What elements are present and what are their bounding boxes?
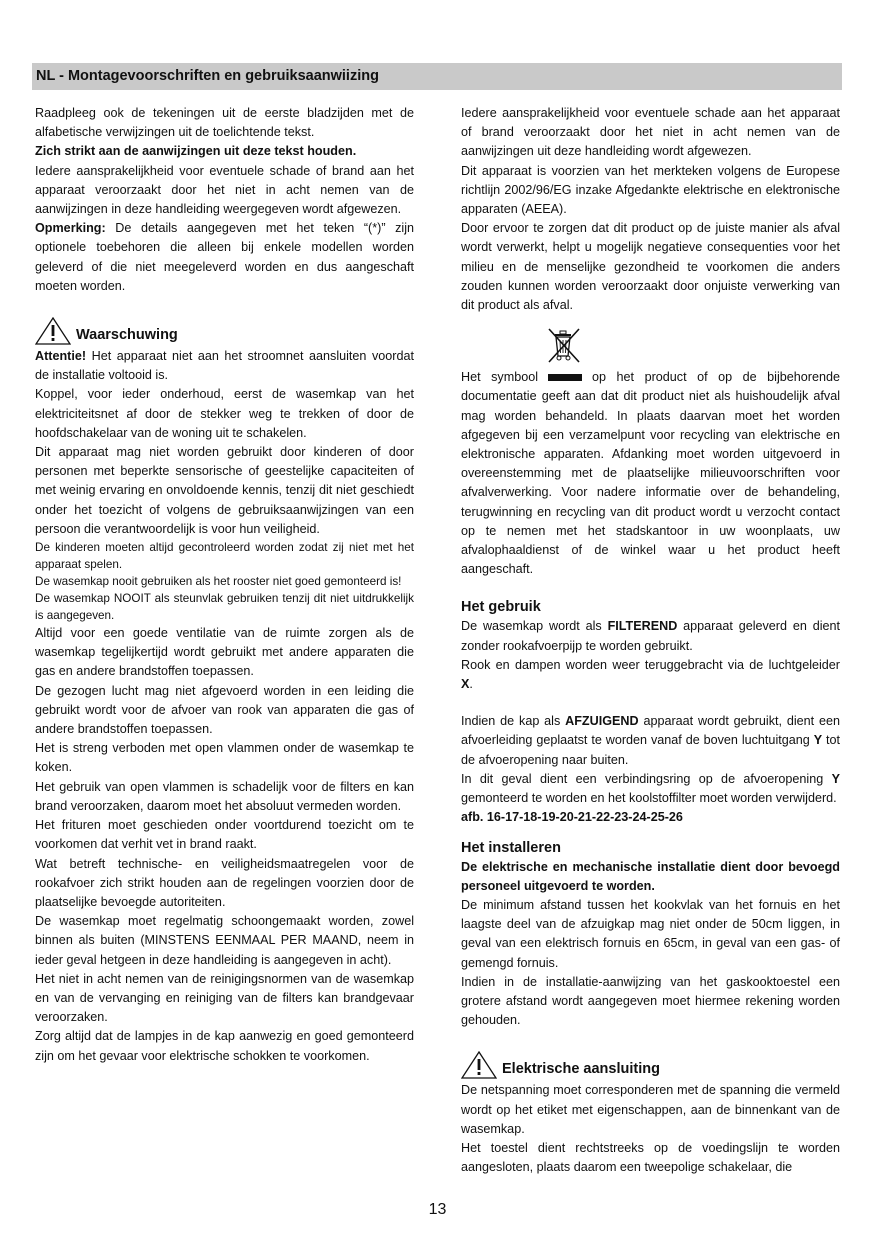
warning-heading-row: [35, 315, 414, 345]
warning-heading: Waarschuwing: [76, 327, 178, 344]
electrical-heading: Elektrische aansluiting: [502, 1061, 660, 1078]
symbol-paragraph: [461, 368, 840, 579]
electrical-heading-row: [461, 1049, 840, 1079]
regulations-paragraph: Wat betreft technische- en veiligheidsmaatregelen voor de rookafvoer zich strikt houden aan de regelingen voorzien door de plaatselijke bevoegde autoriteiten.: [35, 856, 414, 909]
frying-paragraph: Het frituren moet geschieden onder voortdurend toezicht om te voorkomen dat verhit vet in brand raakt.: [35, 818, 414, 852]
symbol-lead: Het symbool: [461, 370, 539, 385]
right-column: [461, 104, 840, 1177]
symbol-text: op het product of op de bijbehorende documentatie geeft aan dat dit product niet als huishoudelijk afval mag worden behandeld. In plaats daarvan moet het worden afgegeven bij een verzamelpunt voor recycling van elektrische en elektronische apparaten. Afdanking moet worden uitgevoerd in overeenstemming met de plaatselijke milieuvoorschriften voor afvalverwerking. Voor nadere informatie over de behandeling, terugwinning en recycling van dit product wordt u verzocht contact op te nemen met het stadskantoor in uw woonplaats, uw afvalophaaldienst of de winkel waar u het product heeft aangeschaft.: [461, 370, 840, 577]
electrical-paragraph-2: Het toestel dient rechtstreeks op de voedingslijn te worden aangesloten, plaats daarom een tweepolige schakelaar, die: [461, 1140, 840, 1175]
crossed-out-wheelie-bin-icon: [543, 324, 585, 366]
use-heading: Het gebruik: [461, 599, 541, 616]
use-p2-x: X: [461, 677, 470, 692]
use-p1-filterend: FILTEREND: [607, 619, 678, 634]
warning-triangle-icon: [35, 317, 71, 345]
air-paragraph: De gezogen lucht mag niet afgevoerd worden in een leiding die gebruikt wordt voor de afvoer van rook van apparaten die gas of andere brandstoffen toepassen.: [35, 683, 414, 737]
note-paragraph: [35, 219, 414, 296]
support-paragraph: De wasemkap NOOIT als steunvlak gebruiken tenzij dit niet uitdrukkelijk is aangegeven.: [35, 592, 414, 623]
use-p2-period: .: [469, 677, 473, 692]
ventilation-paragraph: Altijd voor een goede ventilatie van de ruimte zorgen als de wasemkap tegelijkertijd wordt gebruikt met andere apparaten die gas en andere brandstoffen toepassen.: [35, 626, 414, 679]
figure-reference: [461, 808, 840, 827]
use-p3-text-c: apparaat wordt gebruikt, dient een afvoerleiding geplaatst te worden vanaf de boven luchtuitgang: [461, 714, 841, 748]
install-bold-paragraph: [461, 858, 840, 896]
children-paragraph: Dit apparaat mag niet worden gebruikt door kinderen of door personen met beperkte sensorische of geestelijke capaciteiten of met weinig ervaring en onvoldoende kennis, tenzij dit niet geschiedt onder het toezicht of volgens de gebruiksaanwijzingen van een persoon die verantwoordelijk is voor hun veiligheid.: [35, 445, 414, 536]
filters-paragraph: Het gebruik van open vlammen is schadelijk voor de filters en kan brand veroorzaken, daarom moet het absoluut vermeden worden.: [35, 779, 414, 813]
note-label: Opmerking:: [35, 221, 106, 236]
use-p3-text-a: Indien de kap als: [461, 714, 561, 729]
note-text: De details aangegeven met het teken “(*)” zijn optionele toebehoren die alleen bij enkele modellen worden geleverd of die niet meegeleverd worden en dus aangeschaft moeten worden.: [35, 221, 414, 293]
liability-paragraph: Iedere aansprakelijkheid voor eventuele schade of brand aan het apparaat veroorzaakt door het niet in acht nemen van de aanwijzingen in deze handleiding weergegeven wordt afgewezen.: [35, 163, 414, 217]
install-bold-text: De elektrische en mechanische installatie dient door bevoegd personeel uitgevoerd te worden.: [461, 859, 840, 893]
install-heading: Het installeren: [461, 839, 561, 856]
strict-notice: [35, 142, 414, 161]
attention-text: Het apparaat niet aan het stroomnet aansluiten voordat de installatie voltooid is.: [35, 349, 414, 383]
grille-paragraph: De wasemkap nooit gebruiken als het rooster niet goed gemonteerd is!: [35, 575, 402, 589]
cleaning-paragraph: De wasemkap moet regelmatig schoongemaakt worden, zowel binnen als buiten (MINSTENS EENMAAL PER MAAND, neem in ieder geval hetgeen in deze handleiding is aangegeven in acht).: [35, 914, 414, 967]
flames-paragraph: Het is streng verboden met open vlammen onder de wasemkap te koken.: [35, 741, 414, 775]
use-p1-text-a: De wasemkap wordt als: [461, 619, 602, 634]
use-p2-text-a: Rook en dampen worden weer teruggebracht via de luchtgeleider: [461, 657, 840, 672]
crossed-bin-symbol: [461, 324, 840, 368]
warning-triangle-icon: [461, 1051, 497, 1079]
use-paragraph-1: [461, 617, 840, 655]
use-p4-y: Y: [831, 771, 841, 786]
symbol-bar-icon: [548, 374, 582, 381]
use-p4-text-a: In dit geval dient een verbindingsring op de afvoeropening: [461, 771, 824, 786]
attention-label: Attentie!: [35, 349, 87, 364]
lamps-paragraph: Zorg altijd dat de lampjes in de kap aanwezig en goed gemonteerd zijn om het gevaar voor elektrische schokken te voorkomen.: [35, 1029, 414, 1063]
supervise-paragraph: De kinderen moeten altijd gecontroleerd worden zodat zij niet met het apparaat spelen.: [35, 541, 414, 572]
disconnect-paragraph: Koppel, voor ieder onderhoud, eerst de wasemkap van het elektriciteitsnet af door de stekker weg te trekken of door de hoofdschakelaar van de woning uit te schakelen.: [35, 387, 414, 440]
use-p3-text-e: tot de afvoeropening naar buiten.: [461, 733, 841, 767]
use-paragraph-2: [461, 656, 840, 694]
disposal-paragraph: Door ervoor te zorgen dat dit product op de juiste manier als afval wordt verwerkt, helpt u mogelijk negatieve consequenties voor het milieu en de menselijke gezondheid te voorkomen die anders zouden kunnen worden veroorzaakt door onjuiste verwerking van dit product als afval.: [461, 221, 840, 313]
weee-paragraph: Dit apparaat is voorzien van het merkteken volgens de Europese richtlijn 2002/96/EG inzake Afgedankte elektrische en elektronische apparaten (AEEA).: [461, 163, 840, 217]
use-p3-y: Y: [813, 733, 823, 748]
page-header-title: NL - Montagevoorschriften en gebruiksaanwiizing: [36, 68, 379, 84]
use-p4-text-c: gemonteerd te worden en het koolstoffilter moet worden verwijderd.: [461, 791, 837, 806]
attention-paragraph: [35, 347, 414, 385]
install-paragraph-1: De minimum afstand tussen het kookvlak van het fornuis en het laagste deel van de afzuigkap mag niet onder de 50cm liggen, in geval van een elektrisch fornuis en 65cm, in geval van een gas- of gemengd fornuis.: [461, 897, 840, 970]
use-paragraph-4: [461, 770, 840, 808]
page-header: [32, 63, 842, 90]
weee-liability-paragraph: Iedere aansprakelijkheid voor eventuele schade aan het apparaat of brand veroorzaakt door het niet in acht nemen van de aanwijzingen uit deze handleiding wordt afgewezen.: [461, 106, 840, 159]
use-paragraph-3: [461, 712, 840, 770]
left-column: [35, 104, 414, 1066]
figure-reference-text: afb. 16-17-18-19-20-21-22-23-24-25-26: [461, 810, 683, 825]
page-number: 13: [428, 1201, 447, 1218]
fire-risk-paragraph: Het niet in acht nemen van de reinigingsnormen van de wasemkap en van de vervanging en reiniging van de filters kan brandgevaar veroorzaken.: [35, 971, 414, 1025]
install-paragraph-2: Indien in de installatie-aanwijzing van het gaskooktoestel een grotere afstand wordt aangegeven moet hiermee rekening worden gehouden.: [461, 974, 840, 1028]
use-p3-afzuigend: AFZUIGEND: [565, 714, 639, 729]
use-p1-text-c: apparaat geleverd en dient zonder rookafvoerpijp te worden gebruikt.: [461, 619, 841, 653]
intro-paragraph: Raadpleeg ook de tekeningen uit de eerste bladzijden met de alfabetische verwijzingen uit de toelichtende tekst.: [35, 106, 414, 140]
electrical-paragraph-1: De netspanning moet corresponderen met de spanning die vermeld wordt op het etiket met eigenschappen, aan de binnenkant van de wasemkap.: [461, 1083, 840, 1136]
strict-notice-text: Zich strikt aan de aanwijzingen uit deze tekst houden.: [35, 144, 357, 159]
